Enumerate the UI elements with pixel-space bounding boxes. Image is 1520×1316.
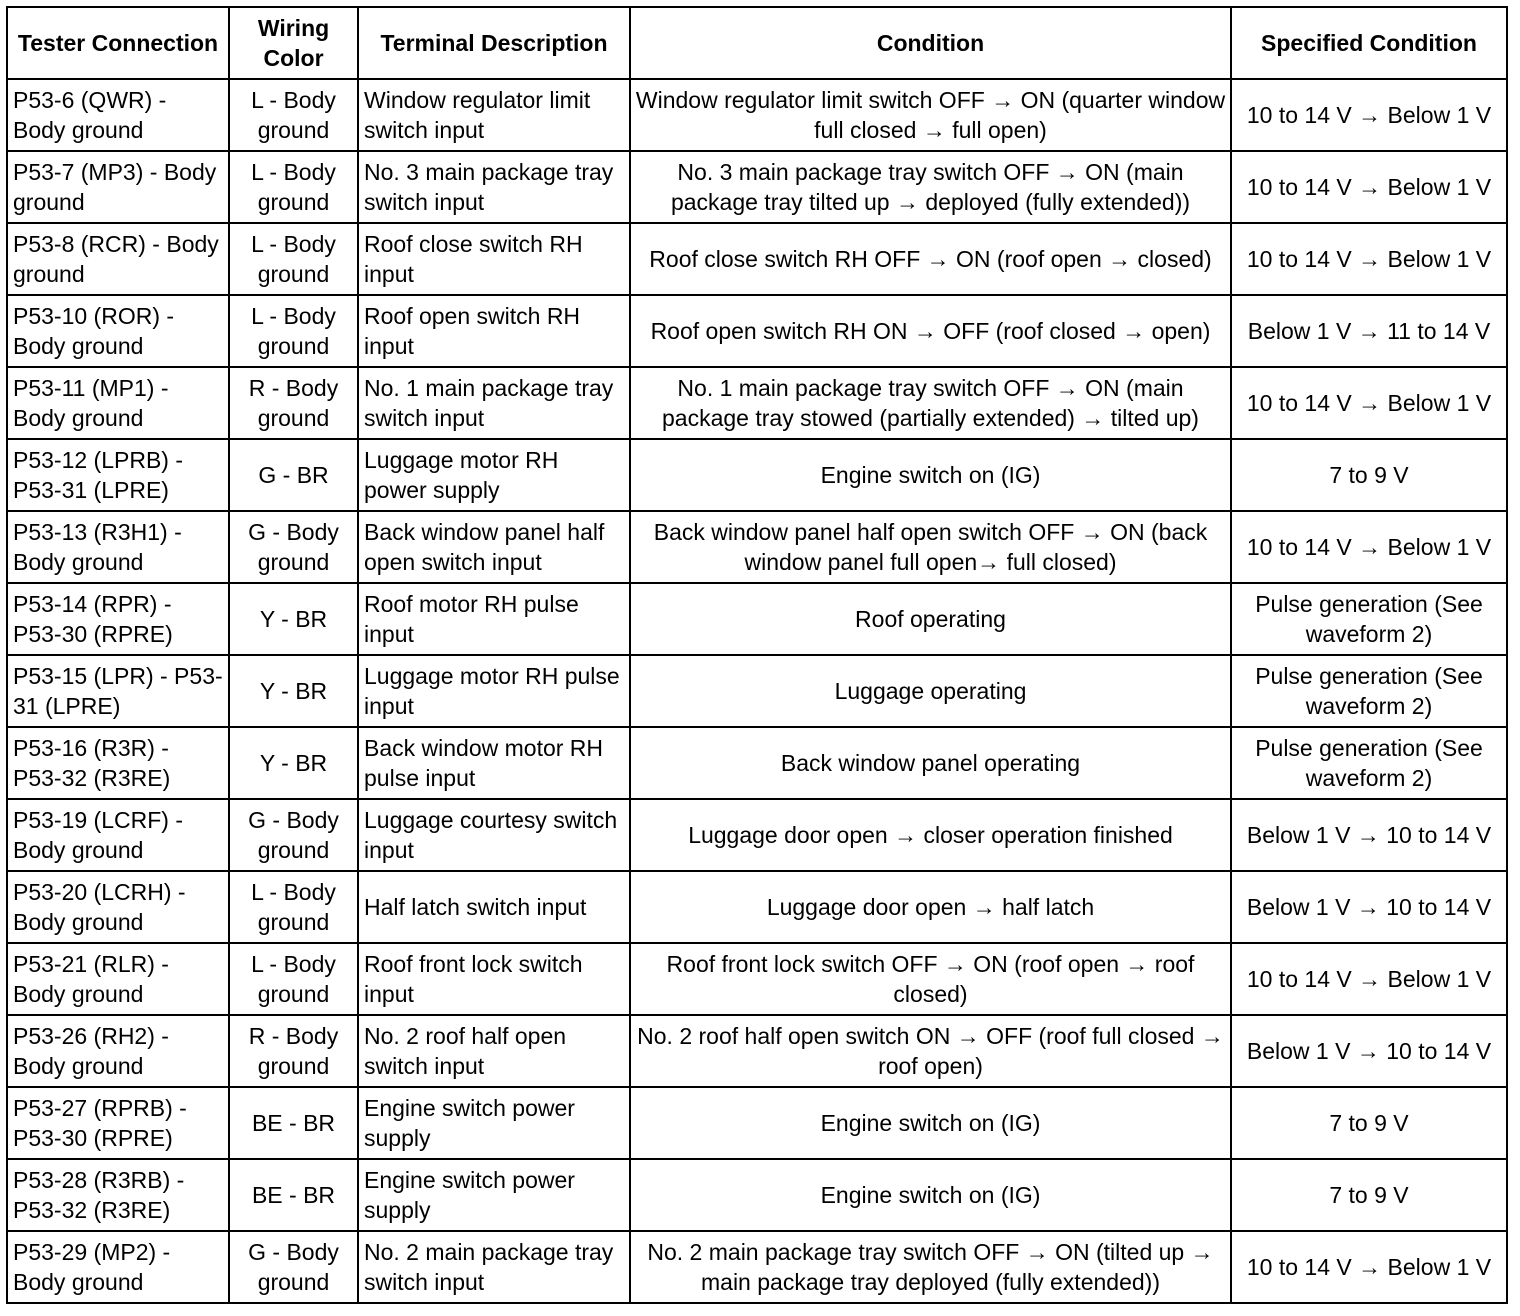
table-row (7, 871, 1507, 943)
table-row (7, 79, 1507, 151)
cell-condition: Back window panel half open switch OFF → ON (back window panel full open→ full closed) (630, 511, 1231, 583)
cell-condition: No. 1 main package tray switch OFF → ON (main package tray stowed (partially extended) → tilted up) (630, 367, 1231, 439)
cell-specified-condition: 10 to 14 V → Below 1 V (1231, 943, 1507, 1015)
cell-specified-condition: Below 1 V → 11 to 14 V (1231, 295, 1507, 367)
cell-wiring-color: Y - BR (229, 655, 358, 727)
cell-wiring-color: Y - BR (229, 583, 358, 655)
table-row (7, 799, 1507, 871)
cell-tester-connection: P53-12 (LPRB) - P53-31 (LPRE) (7, 439, 229, 511)
cell-condition: Luggage operating (630, 655, 1231, 727)
cell-terminal-description: Window regulator limit switch input (358, 79, 630, 151)
table-row (7, 943, 1507, 1015)
header-wiring-color: Wiring Color (229, 7, 358, 79)
cell-tester-connection: P53-27 (RPRB) - P53-30 (RPRE) (7, 1087, 229, 1159)
cell-terminal-description: Luggage motor RH power supply (358, 439, 630, 511)
table-row (7, 511, 1507, 583)
table-row (7, 439, 1507, 511)
cell-wiring-color: L - Body ground (229, 943, 358, 1015)
cell-specified-condition: Pulse generation (See waveform 2) (1231, 583, 1507, 655)
cell-condition: Roof open switch RH ON → OFF (roof closed → open) (630, 295, 1231, 367)
cell-wiring-color: G - Body ground (229, 511, 358, 583)
cell-condition: Engine switch on (IG) (630, 439, 1231, 511)
cell-specified-condition: Pulse generation (See waveform 2) (1231, 727, 1507, 799)
cell-condition: Window regulator limit switch OFF → ON (quarter window full closed → full open) (630, 79, 1231, 151)
cell-specified-condition: 10 to 14 V → Below 1 V (1231, 511, 1507, 583)
cell-condition: Engine switch on (IG) (630, 1159, 1231, 1231)
table-row (7, 727, 1507, 799)
cell-specified-condition: Pulse generation (See waveform 2) (1231, 655, 1507, 727)
cell-condition: Roof front lock switch OFF → ON (roof open → roof closed) (630, 943, 1231, 1015)
cell-tester-connection: P53-21 (RLR) - Body ground (7, 943, 229, 1015)
cell-terminal-description: No. 1 main package tray switch input (358, 367, 630, 439)
cell-tester-connection: P53-15 (LPR) - P53-31 (LPRE) (7, 655, 229, 727)
cell-wiring-color: G - Body ground (229, 799, 358, 871)
table-row (7, 151, 1507, 223)
cell-terminal-description: Luggage courtesy switch input (358, 799, 630, 871)
cell-tester-connection: P53-26 (RH2) - Body ground (7, 1015, 229, 1087)
cell-specified-condition: 10 to 14 V → Below 1 V (1231, 223, 1507, 295)
header-terminal-description: Terminal Description (358, 7, 630, 79)
cell-terminal-description: No. 2 roof half open switch input (358, 1015, 630, 1087)
cell-wiring-color: L - Body ground (229, 151, 358, 223)
table-body (7, 79, 1507, 1303)
table-row (7, 1087, 1507, 1159)
cell-terminal-description: No. 3 main package tray switch input (358, 151, 630, 223)
cell-wiring-color: BE - BR (229, 1087, 358, 1159)
header-condition: Condition (630, 7, 1231, 79)
cell-terminal-description: Engine switch power supply (358, 1087, 630, 1159)
table-row (7, 583, 1507, 655)
terminal-inspection-table (6, 6, 1508, 1304)
cell-tester-connection: P53-20 (LCRH) - Body ground (7, 871, 229, 943)
cell-condition: Roof operating (630, 583, 1231, 655)
cell-terminal-description: Roof front lock switch input (358, 943, 630, 1015)
table-row (7, 655, 1507, 727)
cell-tester-connection: P53-29 (MP2) - Body ground (7, 1231, 229, 1303)
cell-tester-connection: P53-10 (ROR) - Body ground (7, 295, 229, 367)
cell-specified-condition: 7 to 9 V (1231, 1087, 1507, 1159)
cell-terminal-description: Luggage motor RH pulse input (358, 655, 630, 727)
cell-condition: No. 3 main package tray switch OFF → ON (main package tray tilted up → deployed (fully extended)) (630, 151, 1231, 223)
cell-tester-connection: P53-8 (RCR) - Body ground (7, 223, 229, 295)
cell-specified-condition: 10 to 14 V → Below 1 V (1231, 1231, 1507, 1303)
cell-wiring-color: G - Body ground (229, 1231, 358, 1303)
cell-specified-condition: 10 to 14 V → Below 1 V (1231, 367, 1507, 439)
cell-terminal-description: Roof close switch RH input (358, 223, 630, 295)
cell-specified-condition: Below 1 V → 10 to 14 V (1231, 871, 1507, 943)
cell-tester-connection: P53-16 (R3R) - P53-32 (R3RE) (7, 727, 229, 799)
cell-wiring-color: Y - BR (229, 727, 358, 799)
cell-terminal-description: Roof open switch RH input (358, 295, 630, 367)
cell-tester-connection: P53-11 (MP1) - Body ground (7, 367, 229, 439)
cell-wiring-color: R - Body ground (229, 367, 358, 439)
cell-tester-connection: P53-13 (R3H1) - Body ground (7, 511, 229, 583)
cell-terminal-description: Back window panel half open switch input (358, 511, 630, 583)
cell-specified-condition: Below 1 V → 10 to 14 V (1231, 799, 1507, 871)
cell-condition: Luggage door open → closer operation finished (630, 799, 1231, 871)
cell-tester-connection: P53-7 (MP3) - Body ground (7, 151, 229, 223)
cell-wiring-color: R - Body ground (229, 1015, 358, 1087)
cell-tester-connection: P53-6 (QWR) - Body ground (7, 79, 229, 151)
cell-condition: No. 2 main package tray switch OFF → ON (tilted up → main package tray deployed (fully extended)) (630, 1231, 1231, 1303)
table-row (7, 223, 1507, 295)
cell-specified-condition: 10 to 14 V → Below 1 V (1231, 79, 1507, 151)
cell-wiring-color: L - Body ground (229, 295, 358, 367)
header-row (7, 7, 1507, 79)
cell-wiring-color: L - Body ground (229, 871, 358, 943)
header-specified-condition: Specified Condition (1231, 7, 1507, 79)
table-row (7, 367, 1507, 439)
cell-wiring-color: L - Body ground (229, 223, 358, 295)
cell-terminal-description: Half latch switch input (358, 871, 630, 943)
header-tester-connection: Tester Connection (7, 7, 229, 79)
table-row (7, 295, 1507, 367)
cell-terminal-description: Back window motor RH pulse input (358, 727, 630, 799)
cell-wiring-color: BE - BR (229, 1159, 358, 1231)
cell-condition: No. 2 roof half open switch ON → OFF (roof full closed → roof open) (630, 1015, 1231, 1087)
cell-terminal-description: No. 2 main package tray switch input (358, 1231, 630, 1303)
cell-condition: Engine switch on (IG) (630, 1087, 1231, 1159)
cell-condition: Roof close switch RH OFF → ON (roof open → closed) (630, 223, 1231, 295)
table-row (7, 1015, 1507, 1087)
cell-tester-connection: P53-28 (R3RB) - P53-32 (R3RE) (7, 1159, 229, 1231)
table-row (7, 1159, 1507, 1231)
cell-tester-connection: P53-14 (RPR) - P53-30 (RPRE) (7, 583, 229, 655)
table-row (7, 1231, 1507, 1303)
cell-condition: Luggage door open → half latch (630, 871, 1231, 943)
cell-wiring-color: G - BR (229, 439, 358, 511)
cell-wiring-color: L - Body ground (229, 79, 358, 151)
cell-specified-condition: 10 to 14 V → Below 1 V (1231, 151, 1507, 223)
cell-tester-connection: P53-19 (LCRF) - Body ground (7, 799, 229, 871)
cell-specified-condition: 7 to 9 V (1231, 439, 1507, 511)
cell-specified-condition: Below 1 V → 10 to 14 V (1231, 1015, 1507, 1087)
cell-specified-condition: 7 to 9 V (1231, 1159, 1507, 1231)
cell-terminal-description: Engine switch power supply (358, 1159, 630, 1231)
terminal-table-container (6, 6, 1506, 1304)
cell-terminal-description: Roof motor RH pulse input (358, 583, 630, 655)
cell-condition: Back window panel operating (630, 727, 1231, 799)
